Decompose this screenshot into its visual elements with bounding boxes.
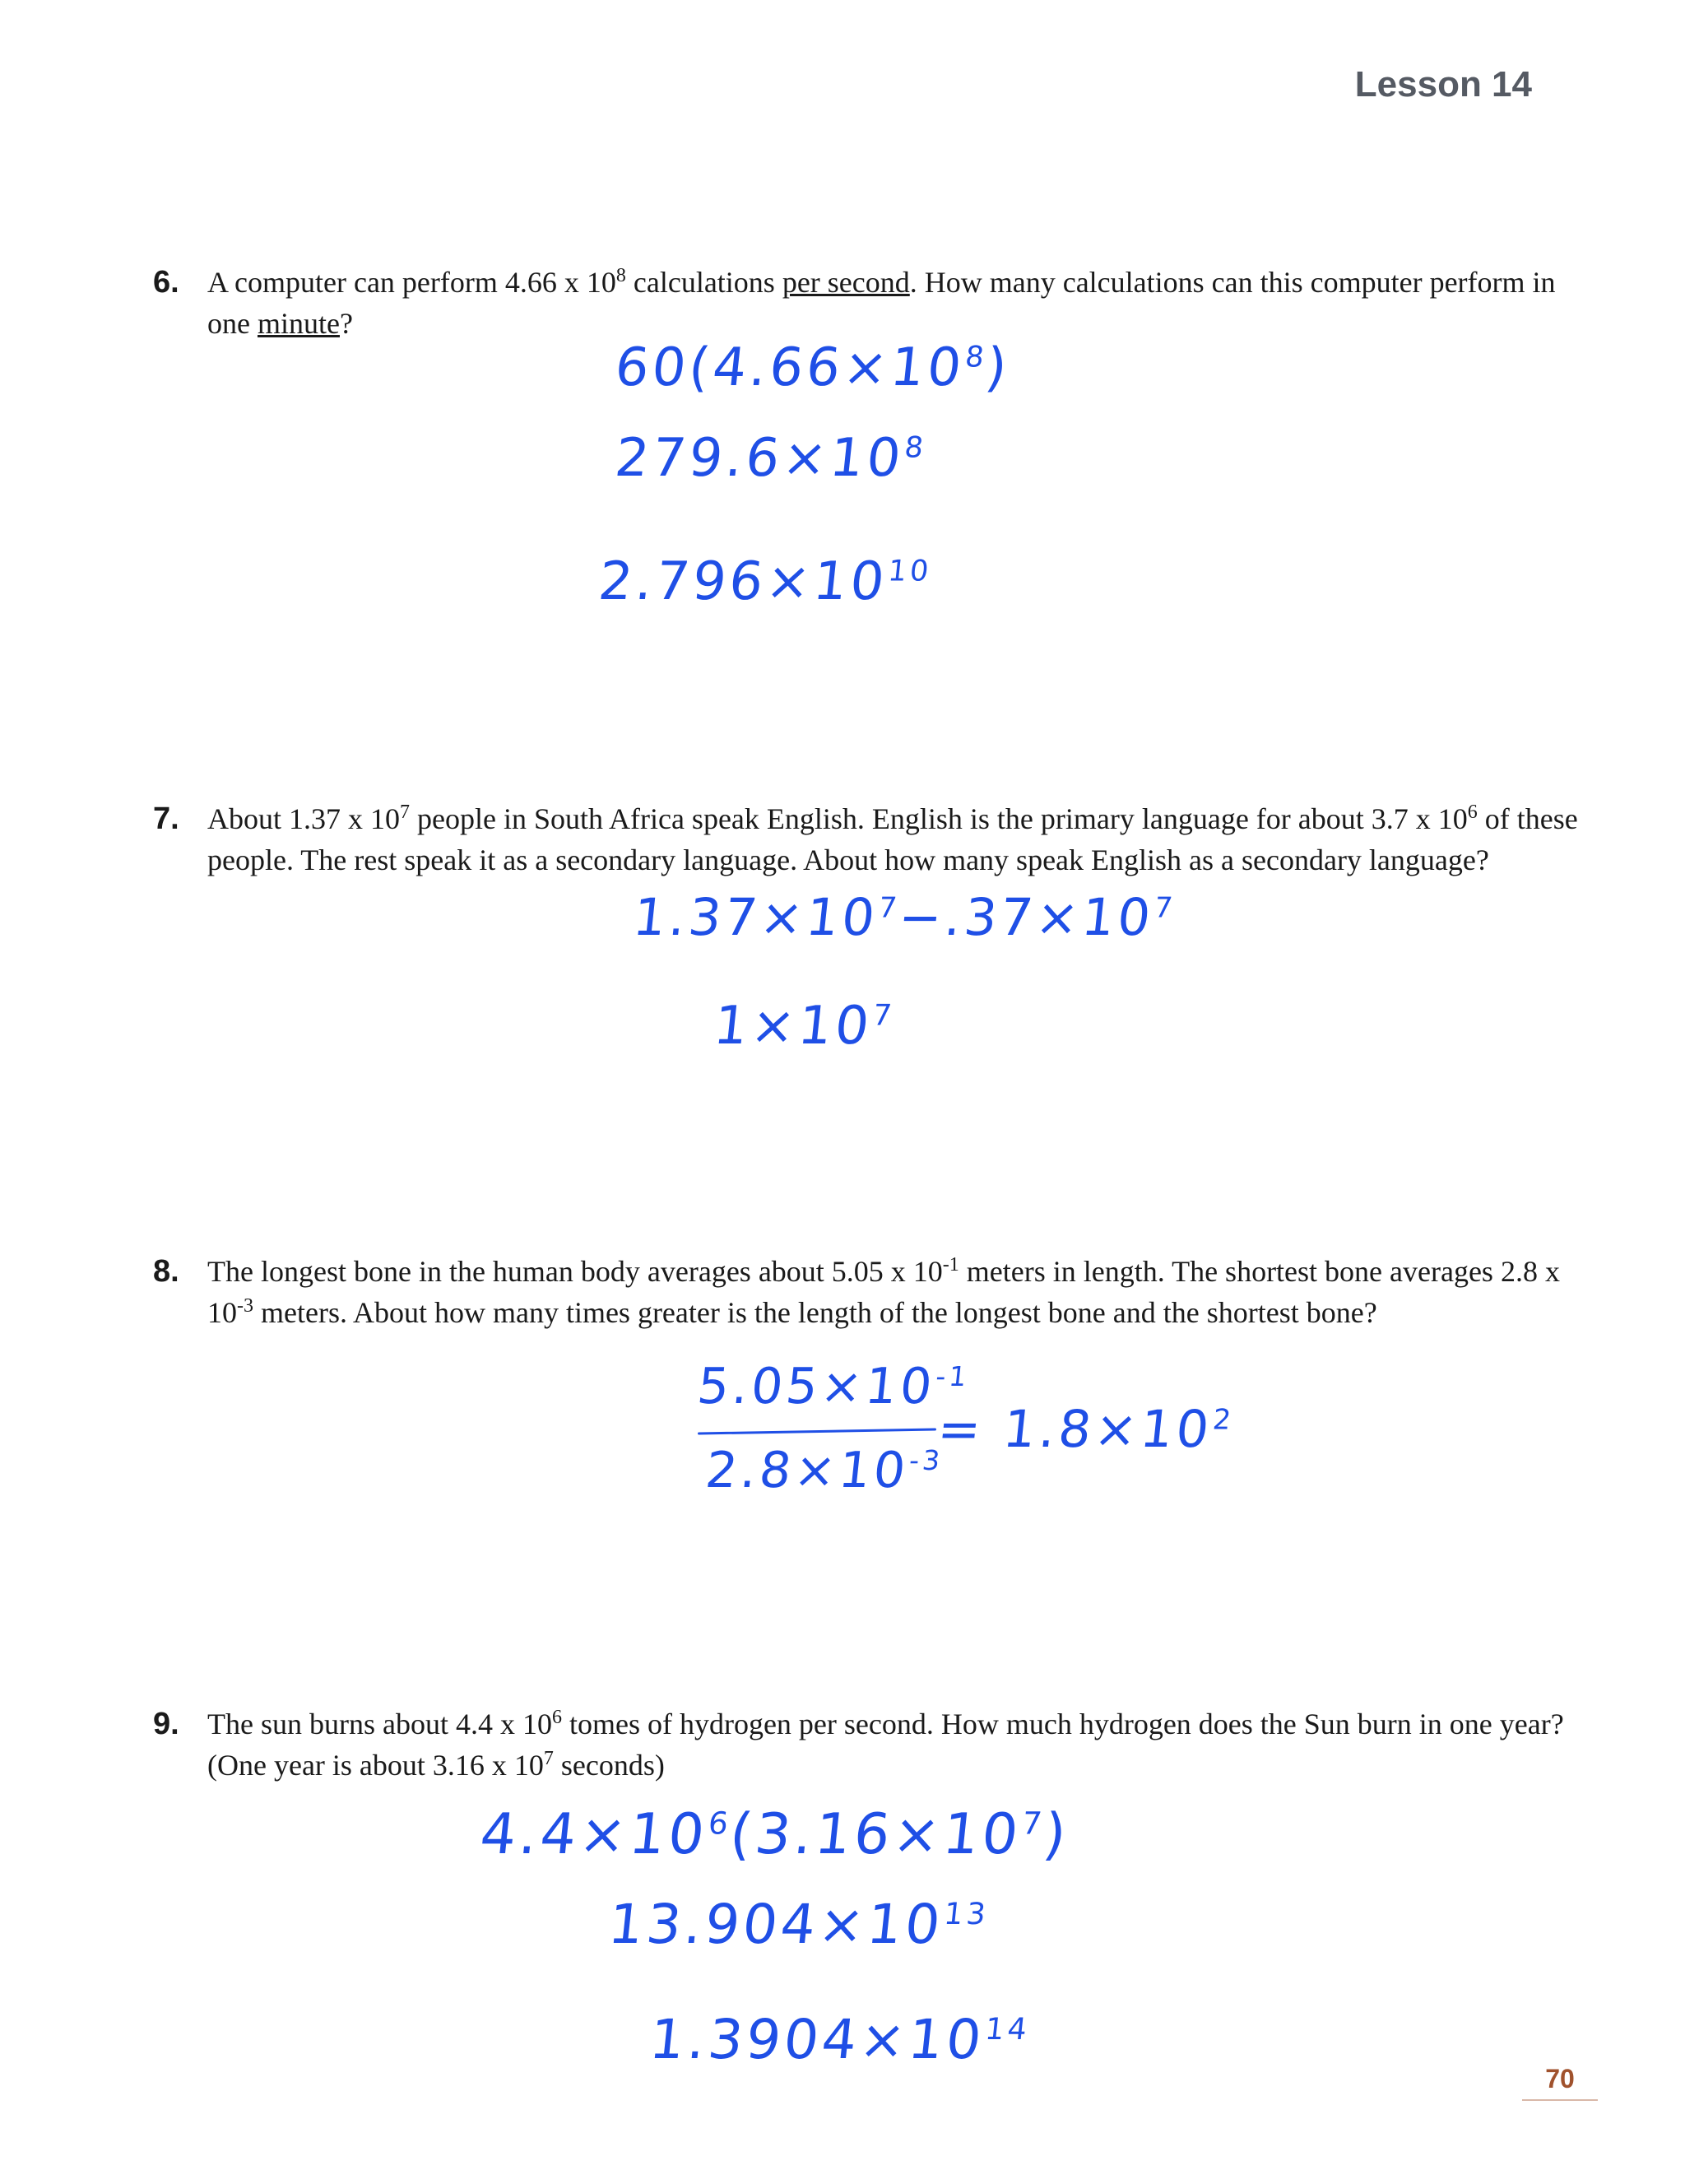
handwritten-work-line: $4.4\times 10^6(3.16\times 10^7)$ — [476, 1802, 1073, 1867]
problem-6 — [153, 262, 1585, 344]
problem-number: 9. — [153, 1707, 179, 1741]
handwritten-work-line: $13.904\times 10^{13}$ — [605, 1893, 991, 1956]
fraction-bar — [698, 1428, 936, 1434]
problem-number: 8. — [153, 1254, 179, 1289]
page-number: 70 — [1522, 2064, 1598, 2101]
problem-text: A computer can perform 4.66 x $10^8$ calculations per second. How many calculations can this computer perform in one minute? — [207, 265, 1556, 340]
handwritten-work-line: $2.796\times 10^{10}$ — [596, 551, 934, 612]
handwritten-work-line: $60(4.66\times 10^8)$ — [612, 337, 1014, 398]
handwritten-work-line: $1.37\times 10^7-.37\times 10^7$ — [630, 887, 1177, 947]
problem-8 — [153, 1251, 1585, 1333]
handwritten-denominator: $2.8\times 10^{-3}$ — [703, 1442, 945, 1499]
problem-7 — [153, 798, 1585, 881]
problem-number: 6. — [153, 265, 179, 300]
lesson-title: Lesson 14 — [1354, 64, 1532, 105]
problem-text: The longest bone in the human body averages about 5.05 x $10^{-1}$ meters in length. The shortest bone averages 2.8 x $10^{-3}$ meters. About how many times greater is the length of the longest bone and the shortest bone? — [207, 1254, 1560, 1329]
handwritten-work-line: $1\times 10^7$ — [711, 996, 897, 1057]
handwritten-work-line: $1.3904\times 10^{14}$ — [646, 2008, 1033, 2071]
problem-text: The sun burns about 4.4 x $10^6$ tomes of hydrogen per second. How much hydrogen does the Sun burn in one year? (One year is about 3.16 x $10^7$ seconds) — [207, 1707, 1564, 1782]
handwritten-work-line: $279.6\times 10^8$ — [612, 428, 929, 489]
handwritten-numerator: $5.05\times 10^{-1}$ — [694, 1358, 972, 1415]
problem-number: 7. — [153, 802, 179, 836]
problem-text: About 1.37 x $10^7$ people in South Africa speak English. English is the primary language for about 3.7 x $10^6$ of these people. The rest speak it as a secondary language. About how many speak English as a secondary language? — [207, 802, 1578, 876]
handwritten-result: = $1.8\times 10^2$ — [935, 1399, 1237, 1459]
problem-9 — [153, 1703, 1585, 1786]
